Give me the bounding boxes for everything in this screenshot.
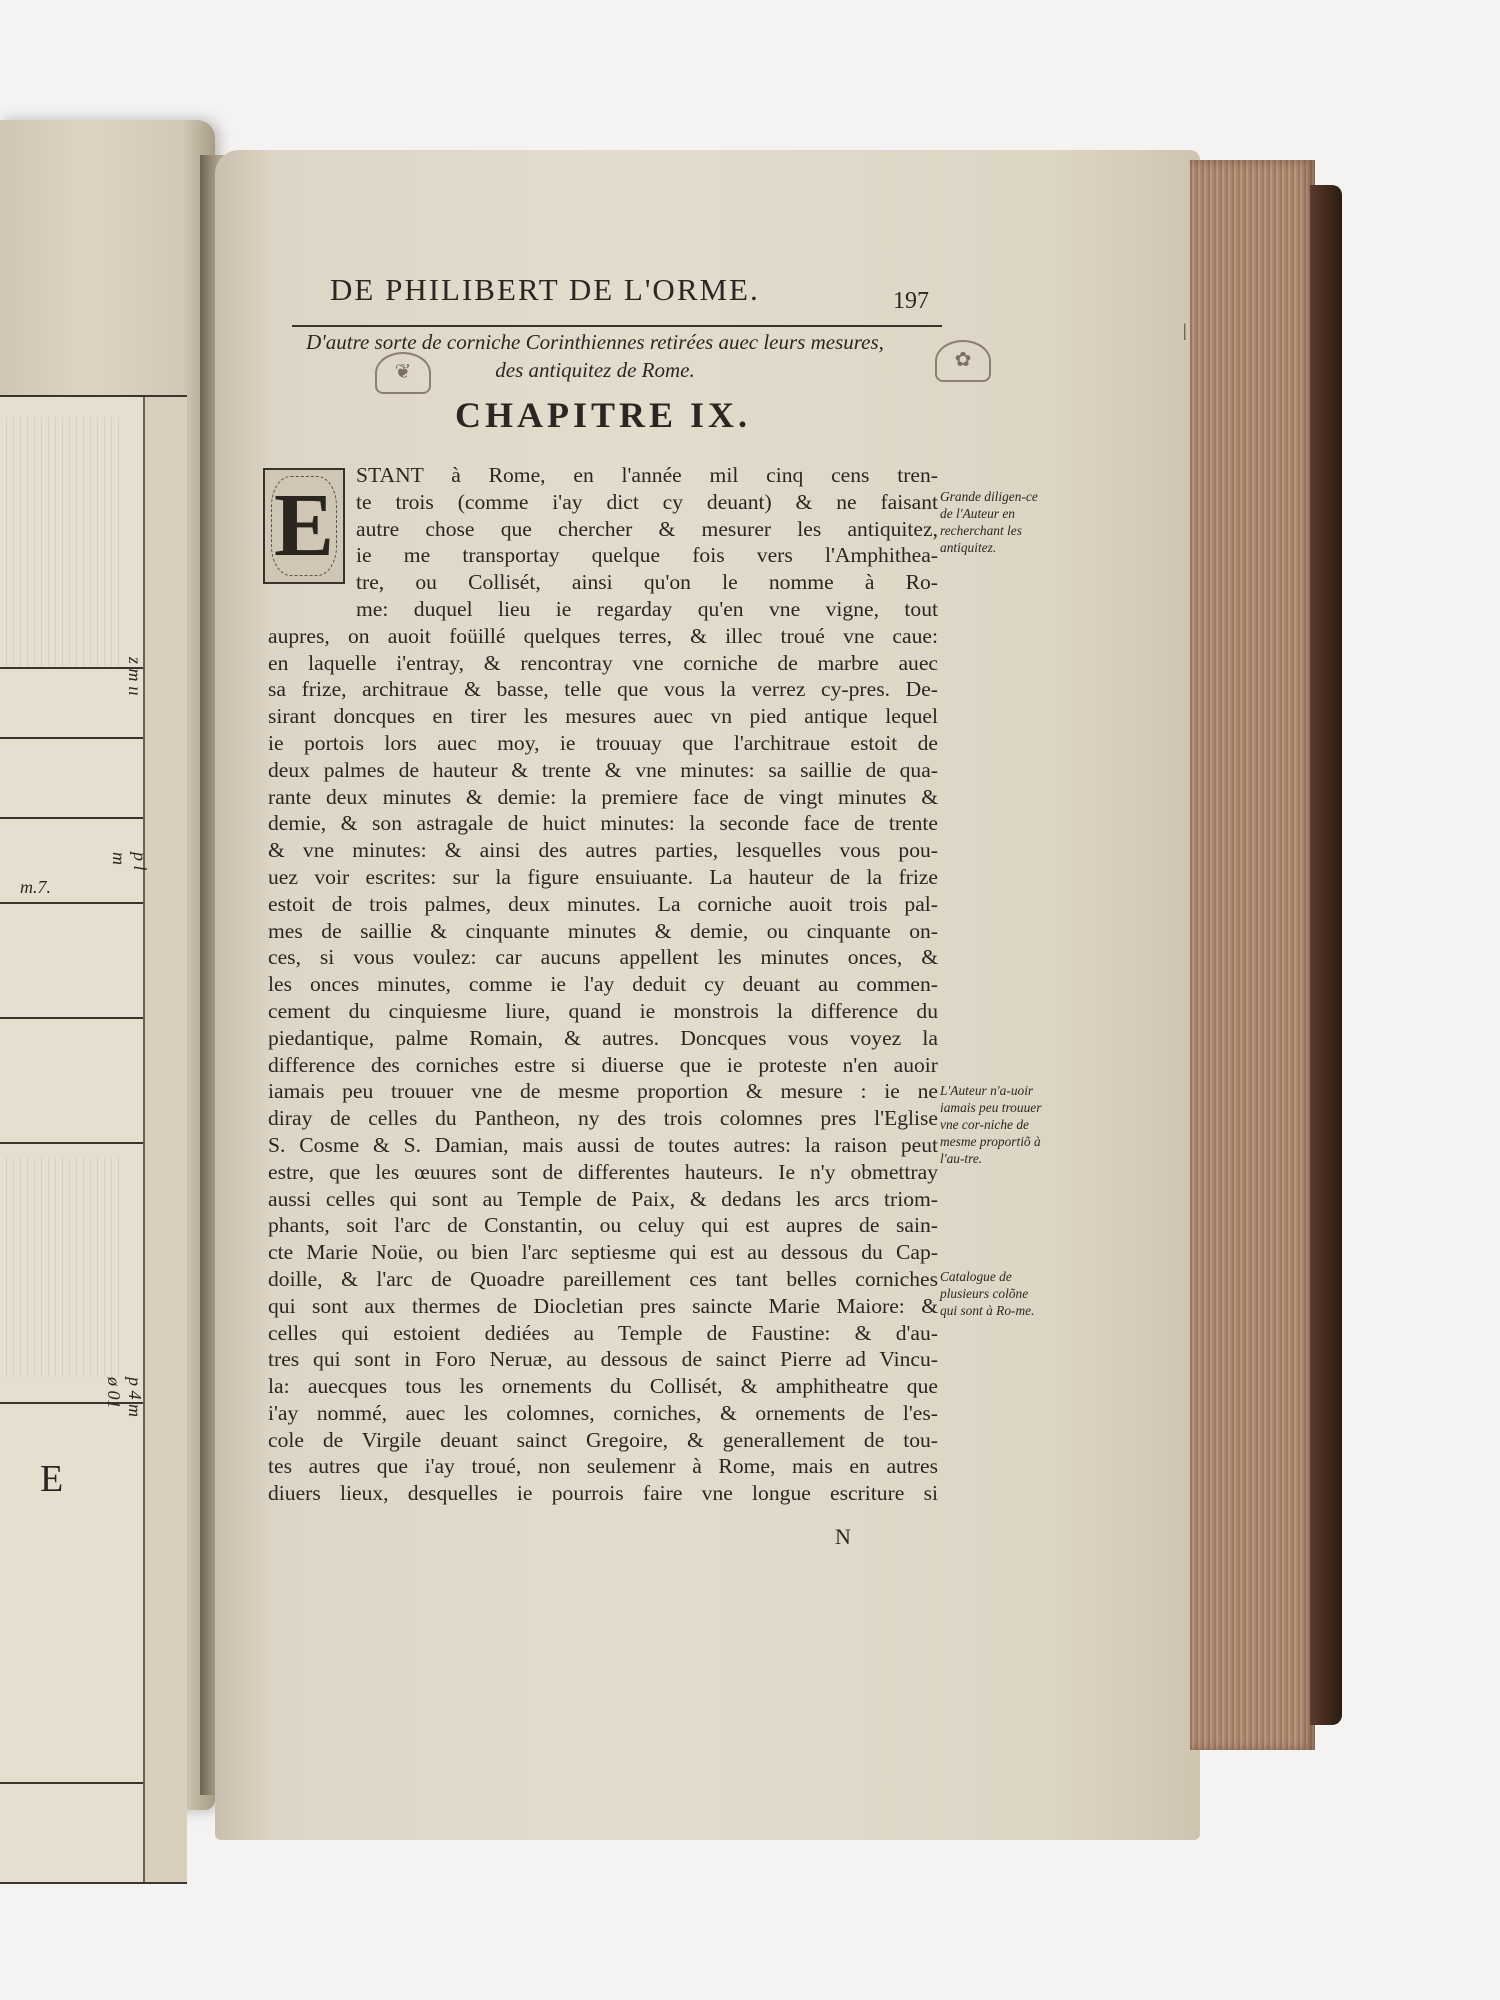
body-line: STANT à Rome, en l'année mil cinq cens tren- [356,463,938,487]
body-line: tes autres que i'ay troué, non seulemenr à Rome, mais en autres [268,1454,938,1479]
body-line: i'ay nommé, auec les colomnes, corniches, & ornements de l'es- [268,1400,938,1425]
body-line: diray de celles du Pantheon, ny des trois colomnes pres l'Eglise [268,1106,938,1131]
body-line: S. Cosme & S. Damian, mais aussi de toutes autres: la raison peut [268,1132,938,1157]
body-line: sa frize, architraue & basse, telle que vous la verrez cy-pres. De- [268,677,938,702]
engraving-band [0,1782,145,1784]
page-number: 197 [893,288,929,314]
signature-mark: N [835,1524,851,1549]
running-head: DE PHILIBERT DE L'ORME. [330,272,760,307]
printers-ornament-icon: ❦ [375,352,431,394]
chapter-subtitle: D'autre sorte de corniche Corinthiennes retirées auec leurs mesures, des antiquitez de Rome. [306,330,884,382]
page-edge-mark: | [1183,320,1187,340]
body-line: les onces minutes, comme ie l'ay deduit cy deuant au commen- [268,972,938,997]
body-line: doille, & l'arc de Quoadre pareillement ces tant belles corniches [268,1266,938,1291]
engraving-column-shaft [0,417,120,667]
body-line: qui sont aux thermes de Diocletian pres saincte Marie Maiore: & [268,1293,938,1318]
body-line: phants, soit l'arc de Constantin, ou celuy qui est aupres de sain- [268,1213,938,1238]
engraving-annotation: m.7. [20,877,51,897]
body-line: piedantique, palme Romain, & autres. Doncques vous voyez la [268,1025,938,1050]
engraving-torn-edge [143,397,187,1882]
body-line: me: duquel lieu ie regarday qu'en vne vigne, tout [356,596,938,621]
body-line: ie portois lors auec moy, ie trouuay que l'architraue estoit de [268,730,938,755]
marginal-note: L'Auteur n'a-uoir iamais peu trouuer vne cor-niche de mesme proportiõ à l'au-tre. [940,1083,1042,1166]
engraving-band [0,1017,145,1019]
drop-cap-letter: E [273,476,335,575]
body-line: estoit de trois palmes, deux minutes. La corniche auoit trois pal- [268,891,938,916]
body-line: cte Marie Noüe, ou bien l'arc septiesme qui est au dessous du Cap- [268,1240,938,1265]
body-line: ces, si vous voulez: car aucuns appellent les minutes onces, & [268,945,938,970]
body-line: autre chose que chercher & mesurer les antiquitez, [356,516,938,541]
body-line: la: auecques tous les ornements du Collisét, & amphitheatre que [268,1374,938,1399]
body-line: tre, ou Collisét, ainsi qu'on le nomme à Ro- [356,570,938,595]
body-line: demie, & son astragale de huict minutes: la seconde face de trente [268,811,938,836]
body-line: estre, que les œuures sont de differentes hauteurs. Ie n'y obmettray [268,1159,938,1184]
body-text [268,462,938,1507]
body-line: cole de Virgile deuant sainct Gregoire, & generallement de tou- [268,1427,938,1452]
engraving-letter: E [40,1458,64,1500]
engraving-annotation: p 4 m ø 01 [104,1377,145,1417]
engraving-band [0,1142,145,1144]
page-edges [1190,160,1315,1750]
body-line: difference des corniches estre si diuerse que ie proteste n'en auoir [268,1052,938,1077]
body-line: aussi celles qui sont au Temple de Paix, & dedans les arcs triom- [268,1186,938,1211]
architectural-engraving [0,395,187,1884]
left-page [0,120,215,1810]
body-line: ie me transportay quelque fois vers l'Amphitheа- [356,543,938,568]
engraving-annotation: p l m [109,852,150,871]
body-line: cement du cinquiesme liure, quand ie monstrois la difference du [268,998,938,1023]
engraving-band [0,737,145,739]
printers-ornament-icon: ✿ [935,340,991,382]
body-line: mes de saillie & cinquante minutes & demie, ou cinquante on- [268,918,938,943]
engraving-band [0,902,145,904]
body-line: sirant doncques en tirer les mesures auec vn pied antique lequel [268,704,938,729]
chapter-title: CHAPITRE IX. [455,395,752,435]
body-line: celles qui estoient dediées au Temple de Faustine: & d'au- [268,1320,938,1345]
body-line: te trois (comme i'ay dict cy deuant) & ne faisant [356,489,938,514]
engraving-band [0,817,145,819]
engraving-column-shaft [0,1157,120,1377]
body-line: deux palmes de hauteur & trente & vne minutes: sa saillie de qua- [268,757,938,782]
engraving-annotation: z m ıı [125,657,145,697]
body-line: tres qui sont in Foro Neruæ, au dessous de sainct Pierre ad Vincu- [268,1347,938,1372]
book-cover-edge [1310,185,1342,1725]
body-line: iamais peu trouuer vne de mesme proportion & mesure : ie ne [268,1079,938,1104]
marginal-note: Catalogue de plusieurs colõne qui sont à Ro-me. [940,1269,1035,1318]
body-line: uez voir escrites: sur la figure ensuiuante. La hauteur de la frize [268,864,938,889]
head-rule [292,325,942,327]
body-line: & vne minutes: & ainsi des autres parties, lesquelles vous pou- [268,838,938,863]
body-line: diuers lieux, desquelles ie pourrois faire vne longue escriture si [268,1481,938,1506]
body-line: rante deux minutes & demie: la premiere face de vingt minutes & [268,784,938,809]
marginal-note: Grande diligen-ce de l'Auteur en recherchant les antiquitez. [940,489,1038,555]
body-line: en laquelle i'entray, & rencontray vne corniche de marbre auec [268,650,938,675]
body-line: aupres, on auoit foüillé quelques terres, & illec troué vne caue: [268,623,938,648]
